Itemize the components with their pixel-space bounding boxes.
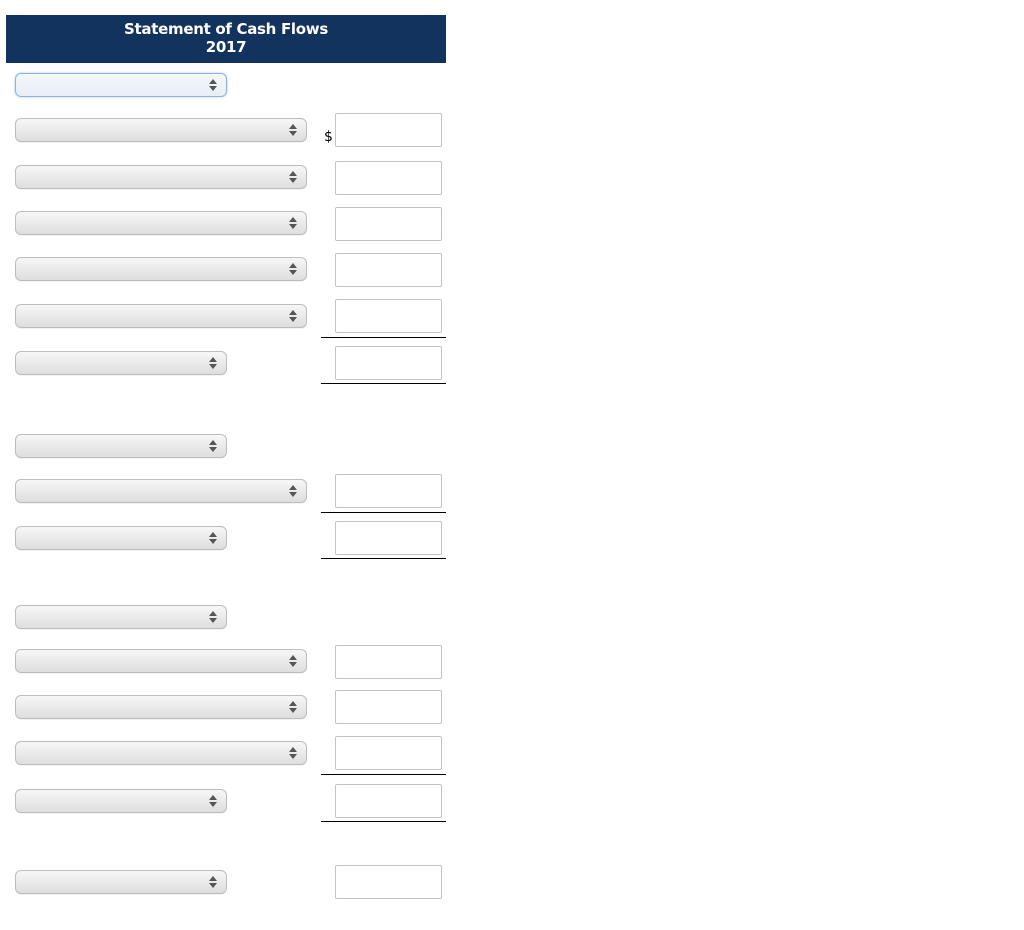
up-down-arrows-icon (209, 439, 217, 453)
up-down-arrows-icon (209, 875, 217, 889)
line-item-select-2[interactable] (15, 165, 307, 189)
line-item-select-3[interactable] (15, 211, 307, 235)
line-item-select-7[interactable] (15, 649, 307, 673)
net-change-select[interactable] (15, 870, 227, 894)
section-total-input-3[interactable] (335, 784, 442, 818)
up-down-arrows-icon (289, 746, 297, 760)
amount-input-2[interactable] (335, 161, 442, 195)
amount-input-3[interactable] (335, 207, 442, 241)
up-down-arrows-icon (289, 123, 297, 137)
up-down-arrows-icon (209, 356, 217, 370)
amount-input-5[interactable] (335, 299, 442, 333)
total-rule (321, 821, 446, 822)
up-down-arrows-icon (289, 262, 297, 276)
section-total-select-1[interactable] (15, 351, 227, 375)
amount-input-9[interactable] (335, 736, 442, 770)
up-down-arrows-icon (289, 309, 297, 323)
currency-symbol: $ (324, 129, 333, 145)
section-total-select-2[interactable] (15, 526, 227, 550)
statement-year: 2017 (205, 38, 247, 56)
amount-input-6[interactable] (335, 474, 442, 508)
section-heading-select-3[interactable] (15, 605, 227, 629)
subtotal-rule (321, 774, 446, 775)
section-total-select-3[interactable] (15, 789, 227, 813)
line-item-select-8[interactable] (15, 695, 307, 719)
statement-title: Statement of Cash Flows (124, 20, 328, 38)
up-down-arrows-icon (209, 78, 217, 92)
statement-header (6, 15, 446, 63)
line-item-select-6[interactable] (15, 479, 307, 503)
line-item-select-4[interactable] (15, 257, 307, 281)
subtotal-rule (321, 337, 446, 338)
amount-input-4[interactable] (335, 253, 442, 287)
line-item-select-9[interactable] (15, 741, 307, 765)
subtotal-rule (321, 512, 446, 513)
amount-input-1[interactable] (335, 113, 442, 147)
section-total-input-1[interactable] (335, 346, 442, 380)
net-change-input[interactable] (335, 865, 442, 899)
line-item-select-1[interactable] (15, 118, 307, 142)
up-down-arrows-icon (209, 531, 217, 545)
section-heading-select-2[interactable] (15, 434, 227, 458)
up-down-arrows-icon (209, 794, 217, 808)
section-total-input-2[interactable] (335, 521, 442, 555)
up-down-arrows-icon (289, 654, 297, 668)
up-down-arrows-icon (289, 700, 297, 714)
up-down-arrows-icon (289, 216, 297, 230)
up-down-arrows-icon (209, 610, 217, 624)
total-rule (321, 558, 446, 559)
amount-input-7[interactable] (335, 645, 442, 679)
total-rule (321, 383, 446, 384)
section-heading-select-1[interactable] (15, 73, 227, 97)
amount-input-8[interactable] (335, 690, 442, 724)
up-down-arrows-icon (289, 170, 297, 184)
line-item-select-5[interactable] (15, 304, 307, 328)
up-down-arrows-icon (289, 484, 297, 498)
